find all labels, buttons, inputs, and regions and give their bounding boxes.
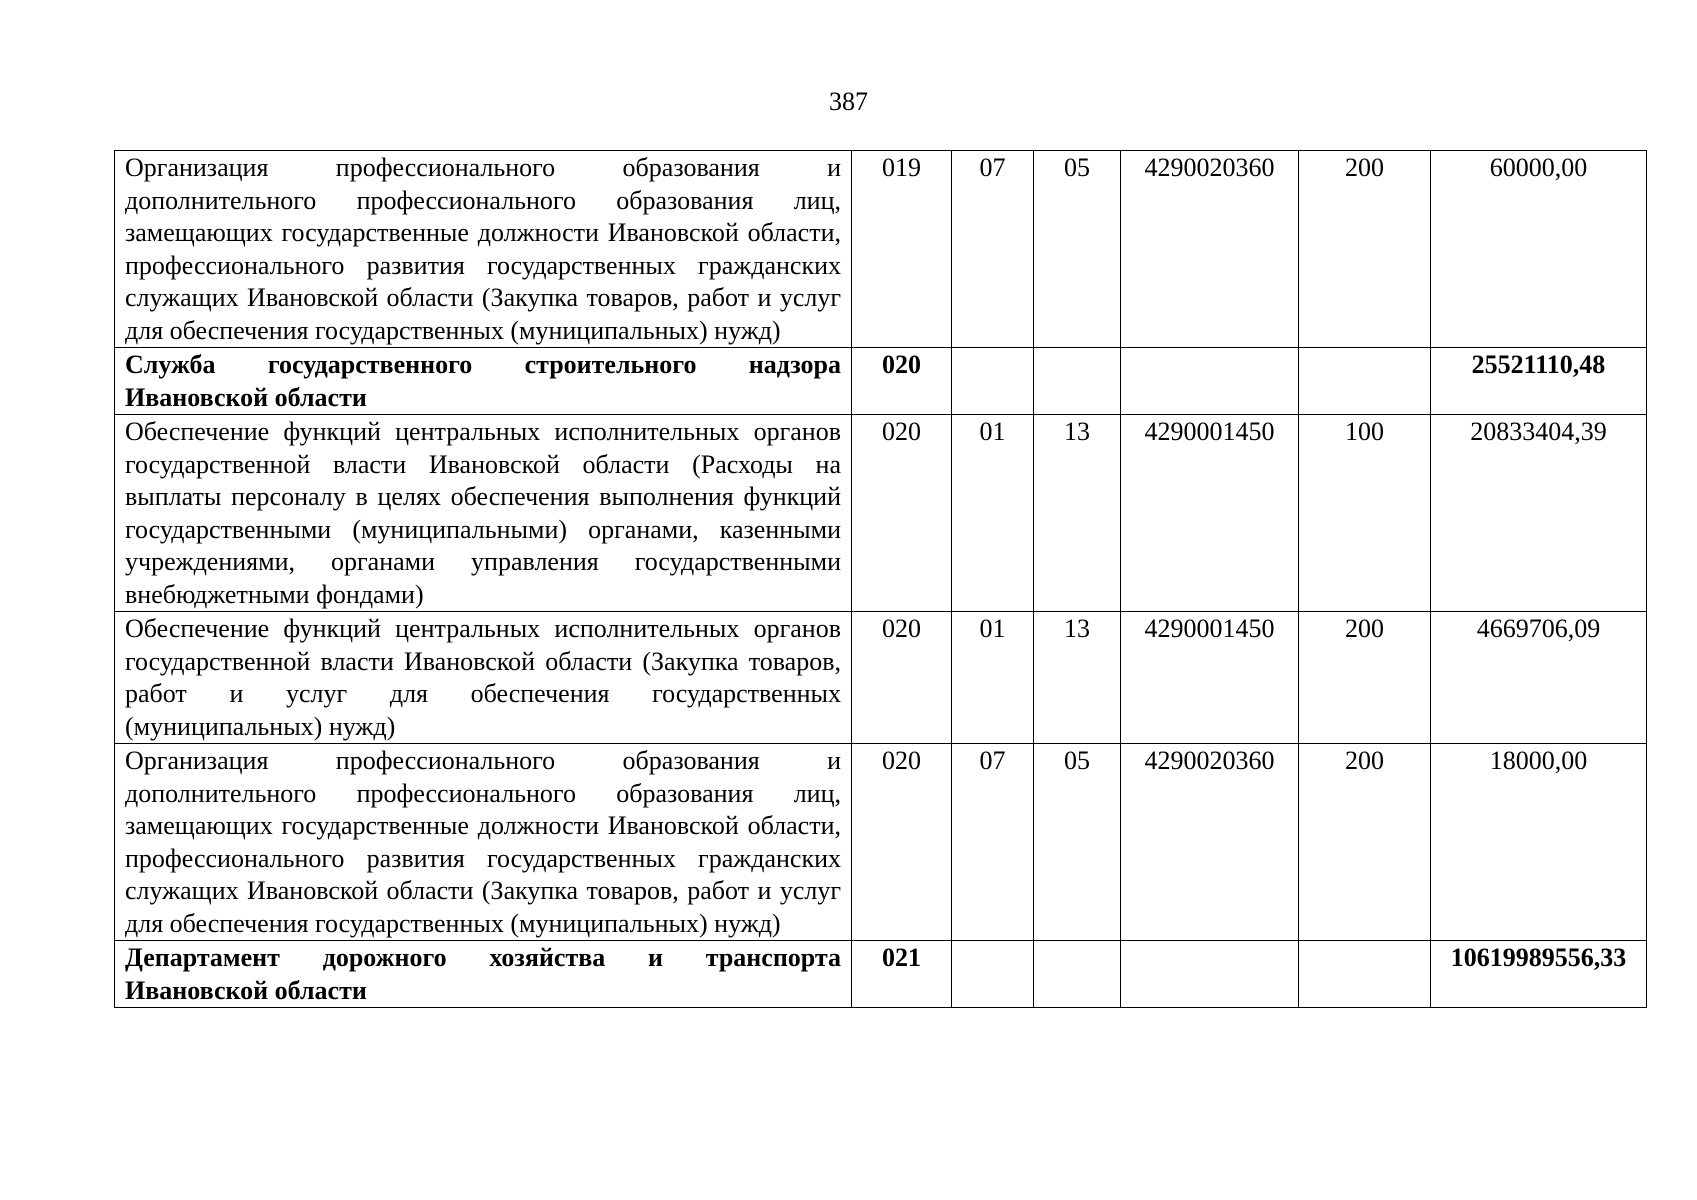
subsection-code-cell: 13 <box>1034 612 1121 744</box>
page-number: 387 <box>829 87 868 116</box>
table-row-total <box>115 348 1647 415</box>
expense-type-cell: 200 <box>1299 612 1431 744</box>
target-article-cell: 4290020360 <box>1121 151 1299 348</box>
section-code-cell <box>952 348 1034 415</box>
amount-cell: 4669706,09 <box>1431 612 1647 744</box>
ministry-code-cell: 020 <box>852 348 952 415</box>
expense-name-cell: Обеспечение функций центральных исполнительных органов государственной власти Ивановской области (Расходы на выплаты персоналу в целях обеспечения выполнения функций государственными (муниципальными) органами, казенными учреждениями, органами управления государственными внебюджетными фондами) <box>115 415 852 612</box>
target-article-cell <box>1121 941 1299 1008</box>
section-code-cell: 01 <box>952 612 1034 744</box>
ministry-code-cell: 020 <box>852 612 952 744</box>
expense-type-cell <box>1299 348 1431 415</box>
subsection-code-cell <box>1034 348 1121 415</box>
section-code-cell: 01 <box>952 415 1034 612</box>
amount-cell: 25521110,48 <box>1431 348 1647 415</box>
amount-cell: 10619989556,33 <box>1431 941 1647 1008</box>
table-row <box>115 612 1647 744</box>
table-row <box>115 415 1647 612</box>
budget-table <box>114 150 1647 1008</box>
expense-name-cell: Департамент дорожного хозяйства и транспорта Ивановской области <box>115 941 852 1008</box>
section-code-cell: 07 <box>952 744 1034 941</box>
table-row <box>115 744 1647 941</box>
section-code-cell: 07 <box>952 151 1034 348</box>
target-article-cell: 4290001450 <box>1121 612 1299 744</box>
target-article-cell <box>1121 348 1299 415</box>
expense-type-cell: 200 <box>1299 151 1431 348</box>
expense-name-cell: Служба государственного строительного надзора Ивановской области <box>115 348 852 415</box>
table-row <box>115 151 1647 348</box>
expense-type-cell <box>1299 941 1431 1008</box>
table-row-total <box>115 941 1647 1008</box>
amount-cell: 18000,00 <box>1431 744 1647 941</box>
subsection-code-cell <box>1034 941 1121 1008</box>
expense-name-cell: Организация профессионального образования и дополнительного профессионального образования лиц, замещающих государственные должности Ивановской области, профессионального развития государственных гражданских служащих Ивановской области (Закупка товаров, работ и услуг для обеспечения государственных (муниципальных) нужд) <box>115 151 852 348</box>
expense-name-cell: Организация профессионального образования и дополнительного профессионального образования лиц, замещающих государственные должности Ивановской области, профессионального развития государственных гражданских служащих Ивановской области (Закупка товаров, работ и услуг для обеспечения государственных (муниципальных) нужд) <box>115 744 852 941</box>
expense-type-cell: 100 <box>1299 415 1431 612</box>
subsection-code-cell: 13 <box>1034 415 1121 612</box>
subsection-code-cell: 05 <box>1034 151 1121 348</box>
section-code-cell <box>952 941 1034 1008</box>
expense-type-cell: 200 <box>1299 744 1431 941</box>
table-body <box>115 151 1647 1008</box>
ministry-code-cell: 020 <box>852 415 952 612</box>
expense-name-cell: Обеспечение функций центральных исполнительных органов государственной власти Ивановской области (Закупка товаров, работ и услуг для обеспечения государственных (муниципальных) нужд) <box>115 612 852 744</box>
target-article-cell: 4290020360 <box>1121 744 1299 941</box>
target-article-cell: 4290001450 <box>1121 415 1299 612</box>
ministry-code-cell: 020 <box>852 744 952 941</box>
amount-cell: 20833404,39 <box>1431 415 1647 612</box>
subsection-code-cell: 05 <box>1034 744 1121 941</box>
amount-cell: 60000,00 <box>1431 151 1647 348</box>
ministry-code-cell: 019 <box>852 151 952 348</box>
ministry-code-cell: 021 <box>852 941 952 1008</box>
